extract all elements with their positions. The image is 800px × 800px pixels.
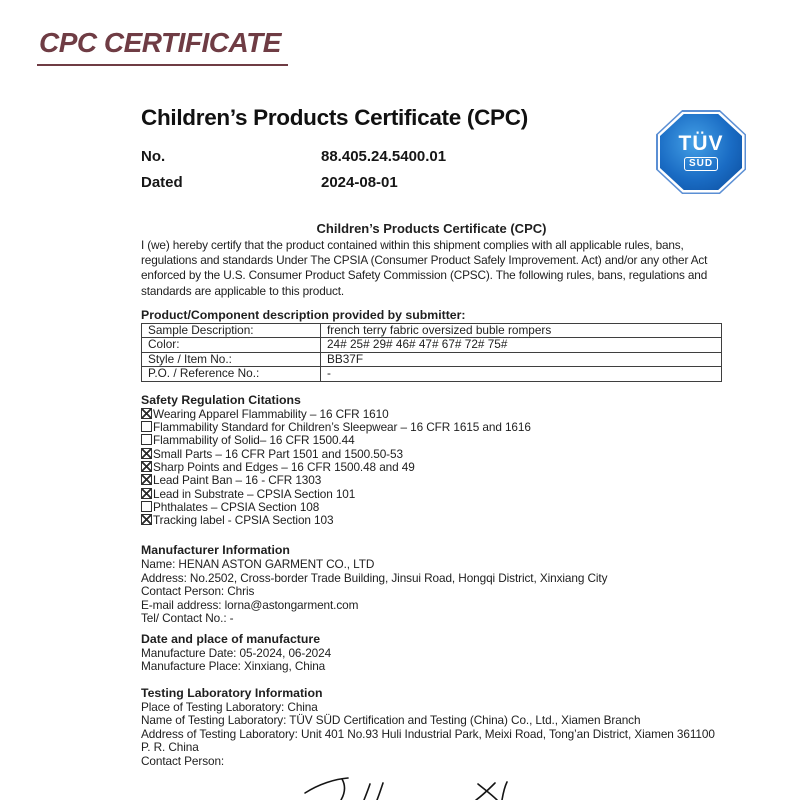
product-description-table — [141, 323, 722, 382]
citation-label: Lead in Substrate – CPSIA Section 101 — [153, 486, 356, 501]
statement-line: enforced by the U.S. Consumer Product Safety Commission (CPSC). The following rules, bans, regulations and — [141, 268, 708, 283]
checkbox-icon — [141, 474, 152, 485]
row-label: Color: — [142, 338, 321, 353]
statement-line: regulations and standards Under The CPSIA (Consumer Product Safely Improvement. Act) and/or any other Act — [141, 253, 708, 268]
list-item — [141, 448, 722, 461]
checkbox-icon — [141, 501, 152, 512]
info-line: Tel/ Contact No.: - — [141, 611, 234, 626]
checkbox-icon — [141, 408, 152, 419]
citation-label: Flammability of Solid– 16 CFR 1500.44 — [153, 433, 355, 448]
document-body — [141, 104, 722, 768]
info-line: Name: HENAN ASTON GARMENT CO., LTD — [141, 557, 375, 572]
testing-lab-heading: Testing Laboratory Information — [141, 685, 323, 700]
info-line: Place of Testing Laboratory: China — [141, 699, 318, 714]
manufacture-info — [141, 647, 722, 674]
info-line: Contact Person: Chris — [141, 584, 255, 599]
checkbox-icon — [141, 448, 152, 459]
info-line: Address of Testing Laboratory: Unit 401 No.93 Huli Industrial Park, Meixi Road, Tong’an District, Xiamen 361100 — [141, 726, 715, 741]
product-table-heading: Product/Component description provided by submitter: — [141, 307, 466, 322]
logo-sud-label: SÜD — [684, 157, 718, 171]
certification-statement — [141, 238, 722, 299]
row-label: Sample Description: — [142, 323, 321, 338]
list-item — [141, 514, 722, 527]
citation-label: Phthalates – CPSIA Section 108 — [153, 499, 320, 514]
citation-label: Tracking label - CPSIA Section 103 — [153, 513, 334, 528]
checkbox-icon — [141, 461, 152, 472]
checkbox-icon — [141, 488, 152, 499]
page-title: CPC CERTIFICATE — [37, 27, 288, 66]
statement-line: I (we) hereby certify that the product contained within this shipment complies with all applicable rules, bans, — [141, 238, 684, 252]
logo-tuv-label: TÜV — [678, 132, 724, 155]
manufacturer-info — [141, 558, 722, 626]
citation-label: Sharp Points and Edges – 16 CFR 1500.48 and 49 — [153, 460, 415, 474]
manufacturer-heading: Manufacturer Information — [141, 543, 290, 558]
manufacture-date-heading: Date and place of manufacture — [141, 631, 321, 646]
info-line: Manufacture Place: Xinxiang, China — [141, 659, 326, 674]
checkbox-icon — [141, 434, 152, 445]
table-row — [142, 367, 722, 382]
no-label: No. — [141, 148, 166, 165]
citation-label: Flammability Standard for Children’s Sleepwear – 16 CFR 1615 and 1616 — [153, 420, 531, 435]
certificate-number-row — [141, 148, 722, 166]
info-line: Address: No.2502, Cross-border Trade Building, Jinsui Road, Hongqi District, Xinxiang City — [141, 570, 608, 585]
row-value: french terry fabric oversized buble rompers — [321, 323, 722, 338]
checkbox-icon — [141, 421, 152, 432]
safety-citations-heading: Safety Regulation Citations — [141, 392, 301, 407]
row-value: BB37F — [321, 352, 722, 367]
dated-value: 2024-08-01 — [321, 174, 398, 191]
certificate-subtitle: Children’s Products Certificate (CPC) — [316, 221, 547, 236]
citation-label: Wearing Apparel Flammability – 16 CFR 1610 — [153, 406, 389, 421]
info-line: Name of Testing Laboratory: TÜV SÜD Certification and Testing (China) Co., Ltd., Xiamen Branch — [141, 713, 641, 728]
table-row — [142, 352, 722, 367]
no-value: 88.405.24.5400.01 — [321, 148, 447, 165]
checkbox-icon — [141, 514, 152, 525]
statement-line: standards are applicable to this product. — [141, 283, 345, 298]
safety-citation-list — [141, 408, 722, 528]
certificate-date-row — [141, 174, 722, 192]
citation-label: Lead Paint Ban – 16 - CFR 1303 — [153, 473, 322, 488]
signature — [295, 758, 525, 800]
dated-label: Dated — [141, 174, 183, 191]
table-row — [142, 323, 722, 338]
info-line: Manufacture Date: 05-2024, 06-2024 — [141, 645, 332, 660]
list-item — [141, 488, 722, 501]
info-line: E-mail address: lorna@astongarment.com — [141, 597, 359, 612]
list-item — [141, 408, 722, 421]
list-item — [141, 501, 722, 514]
list-item — [141, 461, 722, 474]
row-value: - — [321, 367, 722, 382]
citation-label: Small Parts – 16 CFR Part 1501 and 1500.50-53 — [153, 446, 403, 461]
list-item — [141, 434, 722, 447]
row-label: Style / Item No.: — [142, 352, 321, 367]
table-row — [142, 338, 722, 353]
list-item — [141, 421, 722, 434]
row-value: 24# 25# 29# 46# 47# 67# 72# 75# — [321, 338, 722, 353]
row-label: P.O. / Reference No.: — [142, 367, 321, 382]
doc-title: Children’s Products Certificate (CPC) — [141, 105, 528, 130]
info-line: P. R. China — [141, 740, 199, 755]
info-line: Contact Person: — [141, 753, 225, 768]
list-item — [141, 474, 722, 487]
